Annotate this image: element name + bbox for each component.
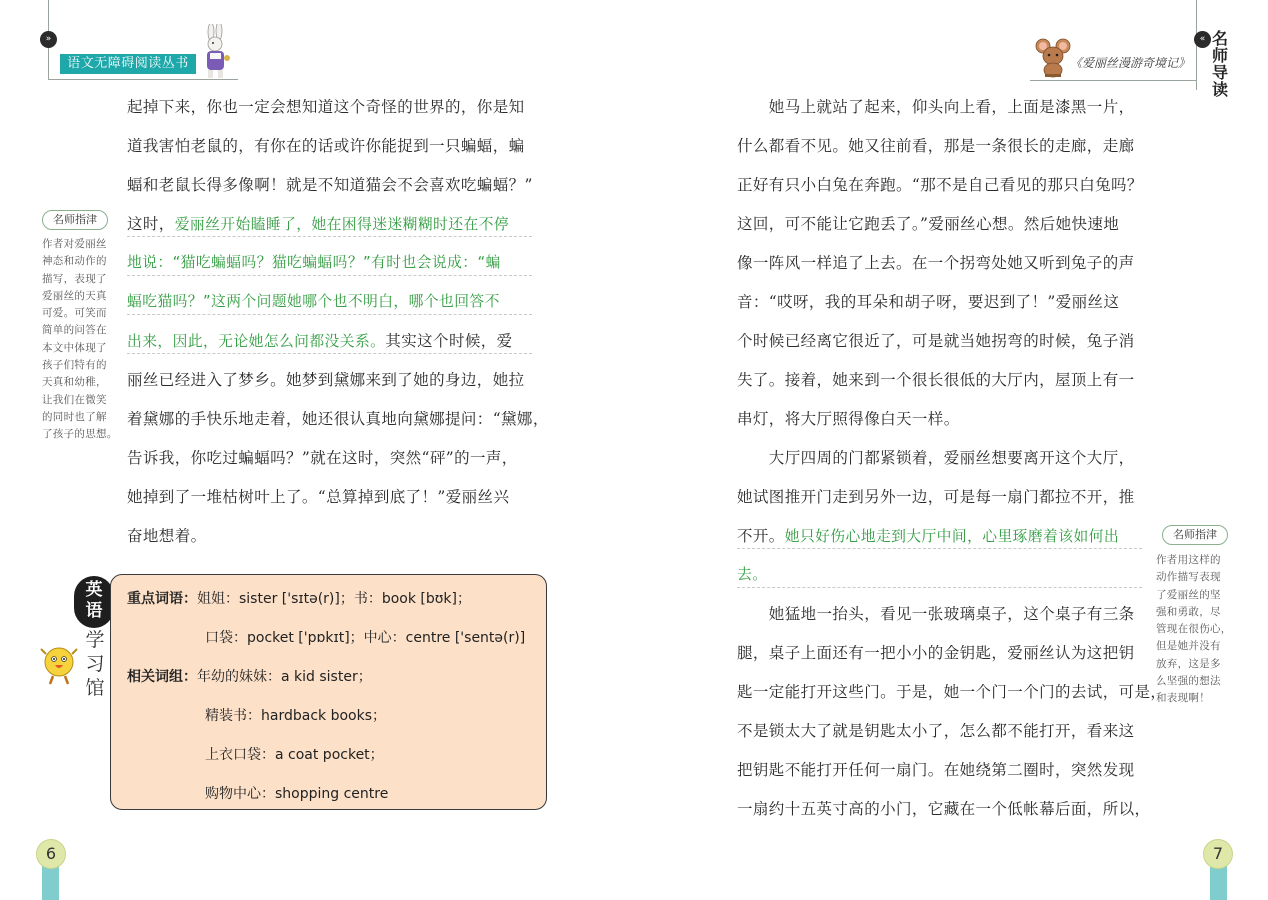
text-line	[737, 719, 1135, 741]
text-segment: 正好有只小白兔在奔跑。“那不是自己看见的那只白兔吗？	[737, 176, 1143, 194]
text-line	[737, 641, 1135, 663]
teacher-tip-tag: 名师指津	[1162, 525, 1228, 545]
annotation-underline	[127, 236, 532, 237]
text-segment: 奋地想着。	[127, 527, 207, 545]
note-line: 管现在很伤心，	[1156, 623, 1232, 636]
text-line	[737, 173, 1143, 195]
right-page-number: 7	[1203, 839, 1233, 869]
section-title-vertical	[1210, 30, 1230, 98]
note-line: 和表现啊！	[1156, 692, 1210, 705]
key-words-row: 口袋：pocket ['pɒkɪt]；中心：centre ['sentə(r)]	[205, 630, 526, 646]
text-segment: 蝠和老鼠长得多像啊！就是不知道猫会不会喜欢吃蝙蝠？”	[127, 176, 533, 194]
text-line	[737, 290, 1119, 312]
text-line	[737, 212, 1119, 234]
badge-char: 英	[85, 580, 103, 600]
right-double-arrow-icon: «	[1194, 31, 1211, 48]
note-line: 作者用这样的	[1156, 554, 1221, 566]
text-line	[737, 368, 1135, 390]
phrases-row: 精装书：hardback books；	[205, 708, 386, 724]
text-segment: 这回，可不能让它跑丢了。”爱丽丝心想。然后她快速地	[737, 215, 1120, 233]
note-line: 天真和幼稚，	[42, 376, 107, 389]
text-line	[737, 485, 1135, 507]
text-line	[127, 446, 518, 468]
text-segment: 不开。	[737, 527, 785, 545]
text-segment: 一扇约十五英寸高的小门，它藏在一个低帐幕后面，所以，	[737, 800, 1151, 818]
key-words-row	[127, 588, 471, 608]
teacher-tip-note	[42, 236, 118, 444]
note-line: 但是她并没有	[1156, 640, 1221, 653]
text-line	[127, 134, 525, 156]
text-line	[737, 680, 1166, 702]
text-line	[737, 134, 1135, 156]
text-line	[737, 524, 1119, 546]
text-segment: 像一阵风一样追了上去。在一个拐弯处她又听到兔子的声	[737, 254, 1135, 272]
text-segment: 串灯，将大厅照得像白天一样。	[737, 410, 960, 428]
study-hall-label	[84, 628, 106, 700]
text-segment: 丽丝已经进入了梦乡。她梦到黛娜来到了她的身边，她拉	[127, 371, 525, 389]
highlighted-text: 她只好伤心地走到大厅中间，心里琢磨着该如何出	[784, 528, 1120, 545]
text-line	[737, 95, 1135, 117]
text-segment: 道我害怕老鼠的，有你在的话或许你能捉到一只蝙蝠，蝙	[127, 137, 525, 155]
text-line	[127, 329, 513, 351]
note-line: 了爱丽丝的坚	[1156, 588, 1221, 601]
text-segment: 个时候已经离它很近了，可是就当她拐弯的时候，兔子消	[737, 332, 1135, 350]
text-segment: 她试图推开门走到另外一边，可是每一扇门都拉不开，推	[737, 488, 1135, 506]
note-line: 孩子们特有的	[42, 359, 107, 372]
label-char: 馆	[85, 677, 105, 699]
text-segment: 不是锁太大了就是钥匙太小了，怎么都不能打开，看来这	[737, 722, 1135, 740]
highlighted-text: 去。	[737, 566, 768, 583]
text-line	[127, 485, 509, 507]
highlighted-text: 爱丽丝开始瞌睡了，她在困得迷迷糊糊时还在不停	[174, 216, 510, 233]
text-line	[737, 329, 1135, 351]
text-line	[127, 368, 525, 390]
note-line: 简单的问答在	[42, 324, 107, 337]
text-segment: 什么都看不见。她又往前看，那是一条很长的走廊，走廊	[737, 137, 1135, 155]
text-line	[737, 446, 1135, 468]
note-line: 的同时也了解	[42, 410, 107, 423]
label-char: 习	[85, 653, 105, 675]
text-segment: 她马上就站了起来，仰头向上看，上面是漆黑一片，	[737, 98, 1135, 116]
section-char: 读	[1211, 80, 1228, 99]
text-line	[127, 212, 509, 234]
phrases-label: 相关词组：	[127, 669, 197, 685]
text-line	[127, 290, 500, 311]
series-label: 语文无障碍阅读丛书	[60, 54, 196, 74]
text-line	[737, 602, 1135, 624]
annotation-underline	[737, 587, 1142, 588]
text-segment: 其实这个时候，爱	[385, 332, 513, 350]
mouse-illustration	[1034, 36, 1072, 78]
note-line: 了孩子的思想。	[42, 428, 118, 441]
book-title: 《爱丽丝漫游奇境记》	[1070, 56, 1191, 70]
highlighted-text: 蝠吃猫吗？”这两个问题她哪个也不明白，哪个也回答不	[127, 293, 500, 310]
note-line: 强和勇敢，尽	[1156, 605, 1221, 618]
note-line: 神态和动作的	[42, 255, 107, 268]
text-line	[737, 797, 1150, 819]
phrases-row: 上衣口袋：a coat pocket；	[205, 747, 384, 763]
text-line	[127, 173, 533, 195]
phrase-1: 年幼的妹妹：a kid sister；	[197, 669, 372, 685]
text-segment: 她猛地一抬头，看见一张玻璃桌子，这个桌子有三条	[737, 605, 1135, 623]
text-line	[737, 563, 767, 584]
section-char: 名	[1211, 29, 1228, 48]
section-char: 导	[1211, 63, 1228, 82]
rabbit-illustration	[196, 24, 236, 80]
text-line	[127, 524, 207, 546]
annotation-underline	[127, 275, 532, 276]
text-segment: 大厅四周的门都紧锁着，爱丽丝想要离开这个大厅，	[737, 449, 1135, 467]
text-segment: 这时，	[127, 215, 175, 233]
text-line	[127, 95, 525, 117]
phrases-row: 购物中心：shopping centre	[205, 786, 389, 802]
text-segment: 失了。接着，她来到一个很长很低的大厅内，屋顶上有一	[737, 371, 1135, 389]
text-segment: 她掉到了一堆枯树叶上了。“总算掉到底了！”爱丽丝兴	[127, 488, 510, 506]
annotation-underline	[737, 548, 1142, 549]
text-segment: 把钥匙不能打开任何一扇门。在她绕第二圈时，突然发现	[737, 761, 1135, 779]
left-page-number: 6	[36, 839, 66, 869]
text-line	[127, 251, 501, 272]
section-char: 师	[1211, 46, 1228, 65]
note-line: 放弃，这是多	[1156, 657, 1221, 670]
highlighted-text: 出来，因此，无论她怎么问都没关系。	[127, 333, 386, 350]
text-segment: 着黛娜的手快乐地走着，她还很认真地向黛娜提问：“黛娜，	[127, 410, 549, 428]
teacher-tip-tag: 名师指津	[42, 210, 108, 230]
text-segment: 起掉下来，你也一定会想知道这个奇怪的世界的，你是知	[127, 98, 525, 116]
note-line: 动作描写表现	[1156, 571, 1221, 584]
english-badge	[74, 576, 114, 628]
key-words-label: 重点词语：	[127, 591, 197, 607]
right-header-rule-horizontal	[1030, 80, 1197, 81]
text-line	[737, 758, 1135, 780]
text-segment: 腿，桌子上面还有一把小小的金钥匙，爱丽丝认为这把钥	[737, 644, 1135, 662]
label-char: 学	[85, 629, 105, 651]
text-segment: 告诉我，你吃过蝙蝠吗？”就在这时，突然“砰”的一声，	[127, 449, 518, 467]
note-line: 描写，表现了	[42, 272, 107, 285]
chick-illustration	[38, 640, 80, 686]
annotation-underline	[127, 353, 532, 354]
teacher-tip-note	[1156, 552, 1232, 708]
text-segment: 音：“哎呀，我的耳朵和胡子呀，要迟到了！”爱丽丝这	[737, 293, 1120, 311]
annotation-underline	[127, 314, 532, 315]
left-double-arrow-icon: »	[40, 31, 57, 48]
note-line: 本文中体现了	[42, 341, 107, 354]
text-segment: 匙一定能打开这些门。于是，她一个门一个门的去试，可是，	[737, 683, 1167, 701]
badge-char: 语	[85, 601, 103, 621]
phrases-row	[127, 666, 372, 686]
text-line	[737, 251, 1135, 273]
text-line	[737, 407, 960, 429]
note-line: 可爱。可笑而	[42, 307, 107, 320]
key-words-1: 姐姐：sister ['sɪtə(r)]；书：book [bʊk]；	[197, 591, 471, 607]
note-line: 么坚强的想法	[1156, 675, 1221, 688]
text-line	[127, 407, 549, 429]
note-line: 爱丽丝的天真	[42, 289, 107, 302]
english-study-box	[110, 574, 547, 810]
note-line: 作者对爱丽丝	[42, 238, 107, 250]
highlighted-text: 地说：“猫吃蝙蝠吗？猫吃蝙蝠吗？”有时也会说成：“蝙	[127, 254, 501, 271]
note-line: 让我们在微笑	[42, 393, 107, 406]
